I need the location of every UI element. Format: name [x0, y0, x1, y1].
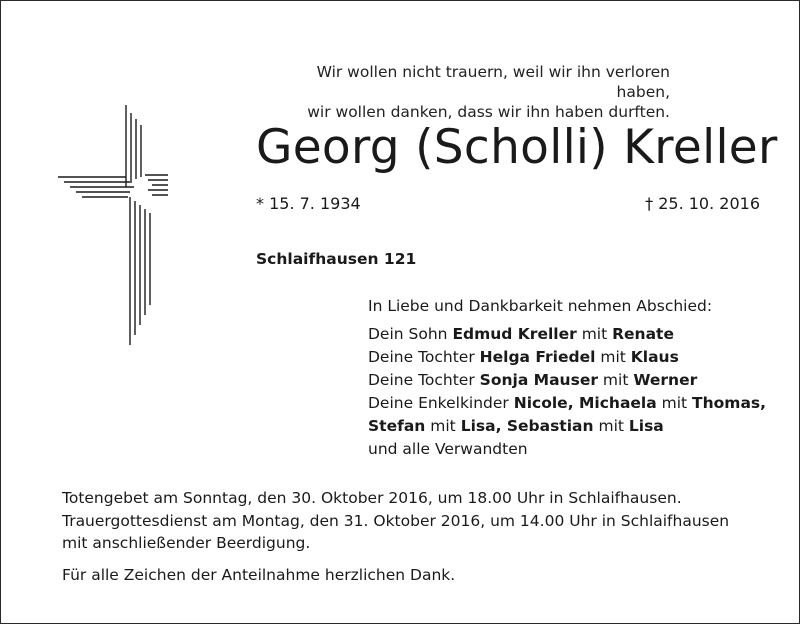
mourner-line: [368, 346, 778, 369]
mourner-name: Nicole, Michaela: [513, 394, 657, 412]
connector: mit: [430, 417, 456, 435]
connector: mit: [598, 417, 624, 435]
mourner-name: Sonja Mauser: [479, 371, 598, 389]
deceased-name: Georg (Scholli) Kreller: [256, 120, 778, 175]
mourner-partner: Klaus: [630, 348, 679, 366]
mourner-partner: Renate: [612, 325, 674, 343]
death-date: † 25. 10. 2016: [645, 194, 760, 213]
relation-label: Dein Sohn: [368, 325, 448, 343]
residence: Schlaifhausen 121: [256, 250, 417, 268]
memorial-quote: [300, 62, 670, 122]
funeral-mass-info: Trauergottesdienst am Montag, den 31. Oktober 2016, um 14.00 Uhr in Schlaifhausen: [62, 511, 730, 530]
connector: mit: [581, 325, 608, 343]
mourner-partner: Lisa: [628, 417, 664, 435]
relation-label: Deine Tochter: [368, 371, 475, 389]
mourner-name: Edmud Kreller: [452, 325, 577, 343]
farewell-intro: In Liebe und Dankbarkeit nehmen Abschied:: [368, 297, 713, 315]
mourner-line: [368, 323, 778, 346]
mourner-name: Stefan: [368, 417, 426, 435]
mourner-partner: Thomas,: [692, 394, 767, 412]
connector: mit: [600, 348, 626, 366]
thanks-note: Für alle Zeichen der Anteilnahme herzlichen Dank.: [62, 565, 456, 584]
connector: mit: [602, 371, 629, 389]
burial-info: mit anschließender Beerdigung.: [62, 534, 311, 552]
mourner-line: [368, 415, 778, 438]
mourner-partner: Lisa, Sebastian: [460, 417, 594, 435]
connector: mit: [661, 394, 688, 412]
farewell-block: [368, 295, 778, 461]
service-info: [62, 487, 762, 586]
quote-line-1: Wir wollen nicht trauern, weil wir ihn verloren haben,: [316, 63, 670, 101]
relation-label: Deine Enkelkinder: [368, 394, 509, 412]
mourner-line: [368, 392, 778, 415]
relation-label: Deine Tochter: [368, 348, 475, 366]
mourner-line: [368, 369, 778, 392]
cross-icon: [58, 105, 168, 345]
vigil-info: Totengebet am Sonntag, den 30. Oktober 2016, um 18.00 Uhr in Schlaifhausen.: [62, 489, 682, 507]
quote-line-2: wir wollen danken, dass wir ihn haben durften.: [307, 103, 670, 121]
mourner-partner: Werner: [633, 371, 698, 389]
birth-date: * 15. 7. 1934: [256, 194, 361, 213]
mourner-name: Helga Friedel: [479, 348, 596, 366]
relatives-line: und alle Verwandten: [368, 440, 528, 458]
